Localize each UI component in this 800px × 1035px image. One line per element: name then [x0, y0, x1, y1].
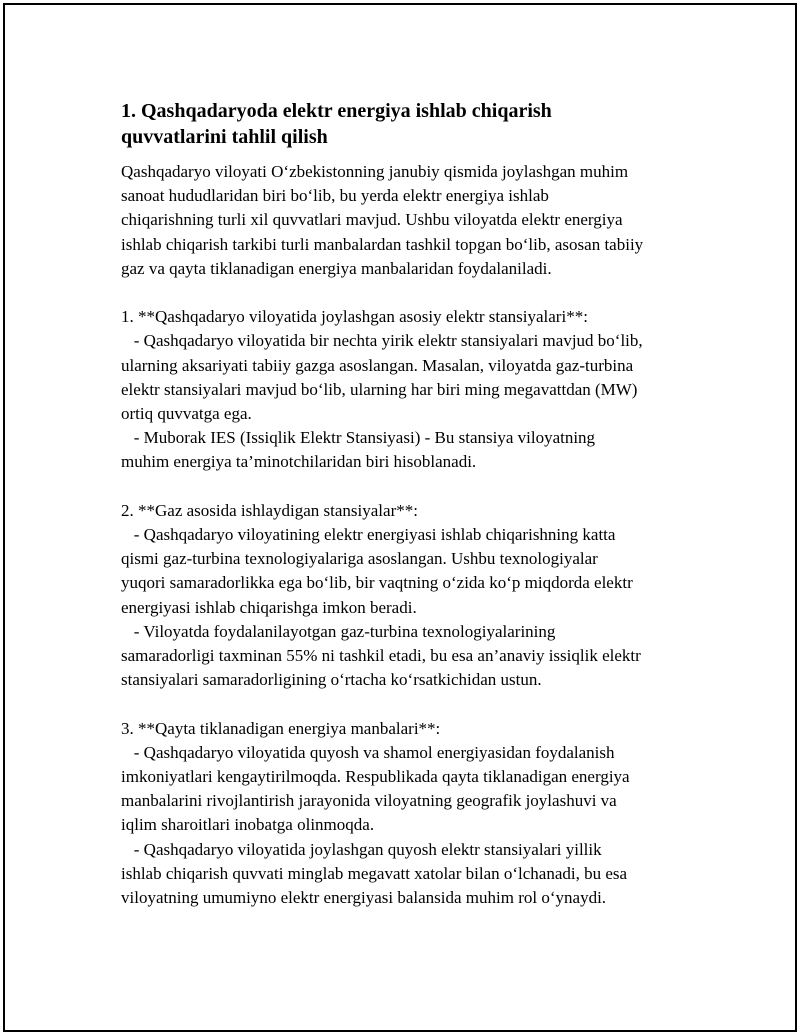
document-page — [3, 3, 797, 1032]
section-body-text: Qashqadaryo viloyati O‘zbekistonning janubiy qismida joylashgan muhim sanoat hududlaridan biri bo‘lib, bu yerda elektr energiya ishlab chiqarishning turli xil quvvatlari mavjud. Ushbu viloyatda elektr energiya ishlab chiqarish tarkibi turli manbalardan tashkil topgan bo‘lib, asosan tabiiy gaz va qayta tiklanadigan energiya manbalaridan foydalaniladi. 1. **Qashqadaryo viloyatida joylashgan asosiy elektr stansiyalari**: - Qashqadaryo viloyatida bir nechta yirik elektr stansiyalari mavjud bo‘lib, ularning aksariyati tabiiy gazga asoslangan. Masalan, viloyatda gaz-turbina elektr stansiyalari mavjud bo‘lib, ularning har biri ming megavattdan (MW) ortiq quvvatga ega. - Muborak IES (Issiqlik Elektr Stansiyasi) - Bu stansiya viloyatning muhim energiya ta’minotchilaridan biri hisoblanadi. 2. **Gaz asosida ishlaydigan stansiyalar**: - Qashqadaryo viloyatining elektr energiyasi ishlab chiqarishning katta qismi gaz-turbina texnologiyalariga asoslangan. Ushbu texnologiyalar yuqori samaradorlikka ega bo‘lib, bir vaqtning o‘zida ko‘p miqdorda elektr energiyasi ishlab chiqarishga imkon beradi. - Viloyatda foydalanilayotgan gaz-turbina texnologiyalarining samaradorligi taxminan 55% ni tashkil etadi, bu esa an’anaviy issiqlik elektr stansiyalari samaradorligining o‘rtacha ko‘rsatkichidan ustun. 3. **Qayta tiklanadigan energiya manbalari**: - Qashqadaryo viloyatida quyosh va shamol energiyasidan foydalanish imkoniyatlari kengaytirilmoqda. Respublikada qayta tiklanadigan energiya manbalarini rivojlantirish jarayonida viloyatning geografik joylashuvi va iqlim sharoitlari inobatga olinmoqda. - Qashqadaryo viloyatida joylashgan quyosh elektr stansiyalari yillik ishlab chiqarish quvvati minglab megavatt xatolar bilan o‘lchanadi, bu esa viloyatning umumiyno elektr energiyasi balansida muhim rol o‘ynaydi. — [121, 162, 644, 908]
section-heading: 1. Qashqadaryoda elektr energiya ishlab chiqarish quvvatlarini tahlil qilish — [121, 100, 552, 148]
document-content — [121, 98, 701, 910]
